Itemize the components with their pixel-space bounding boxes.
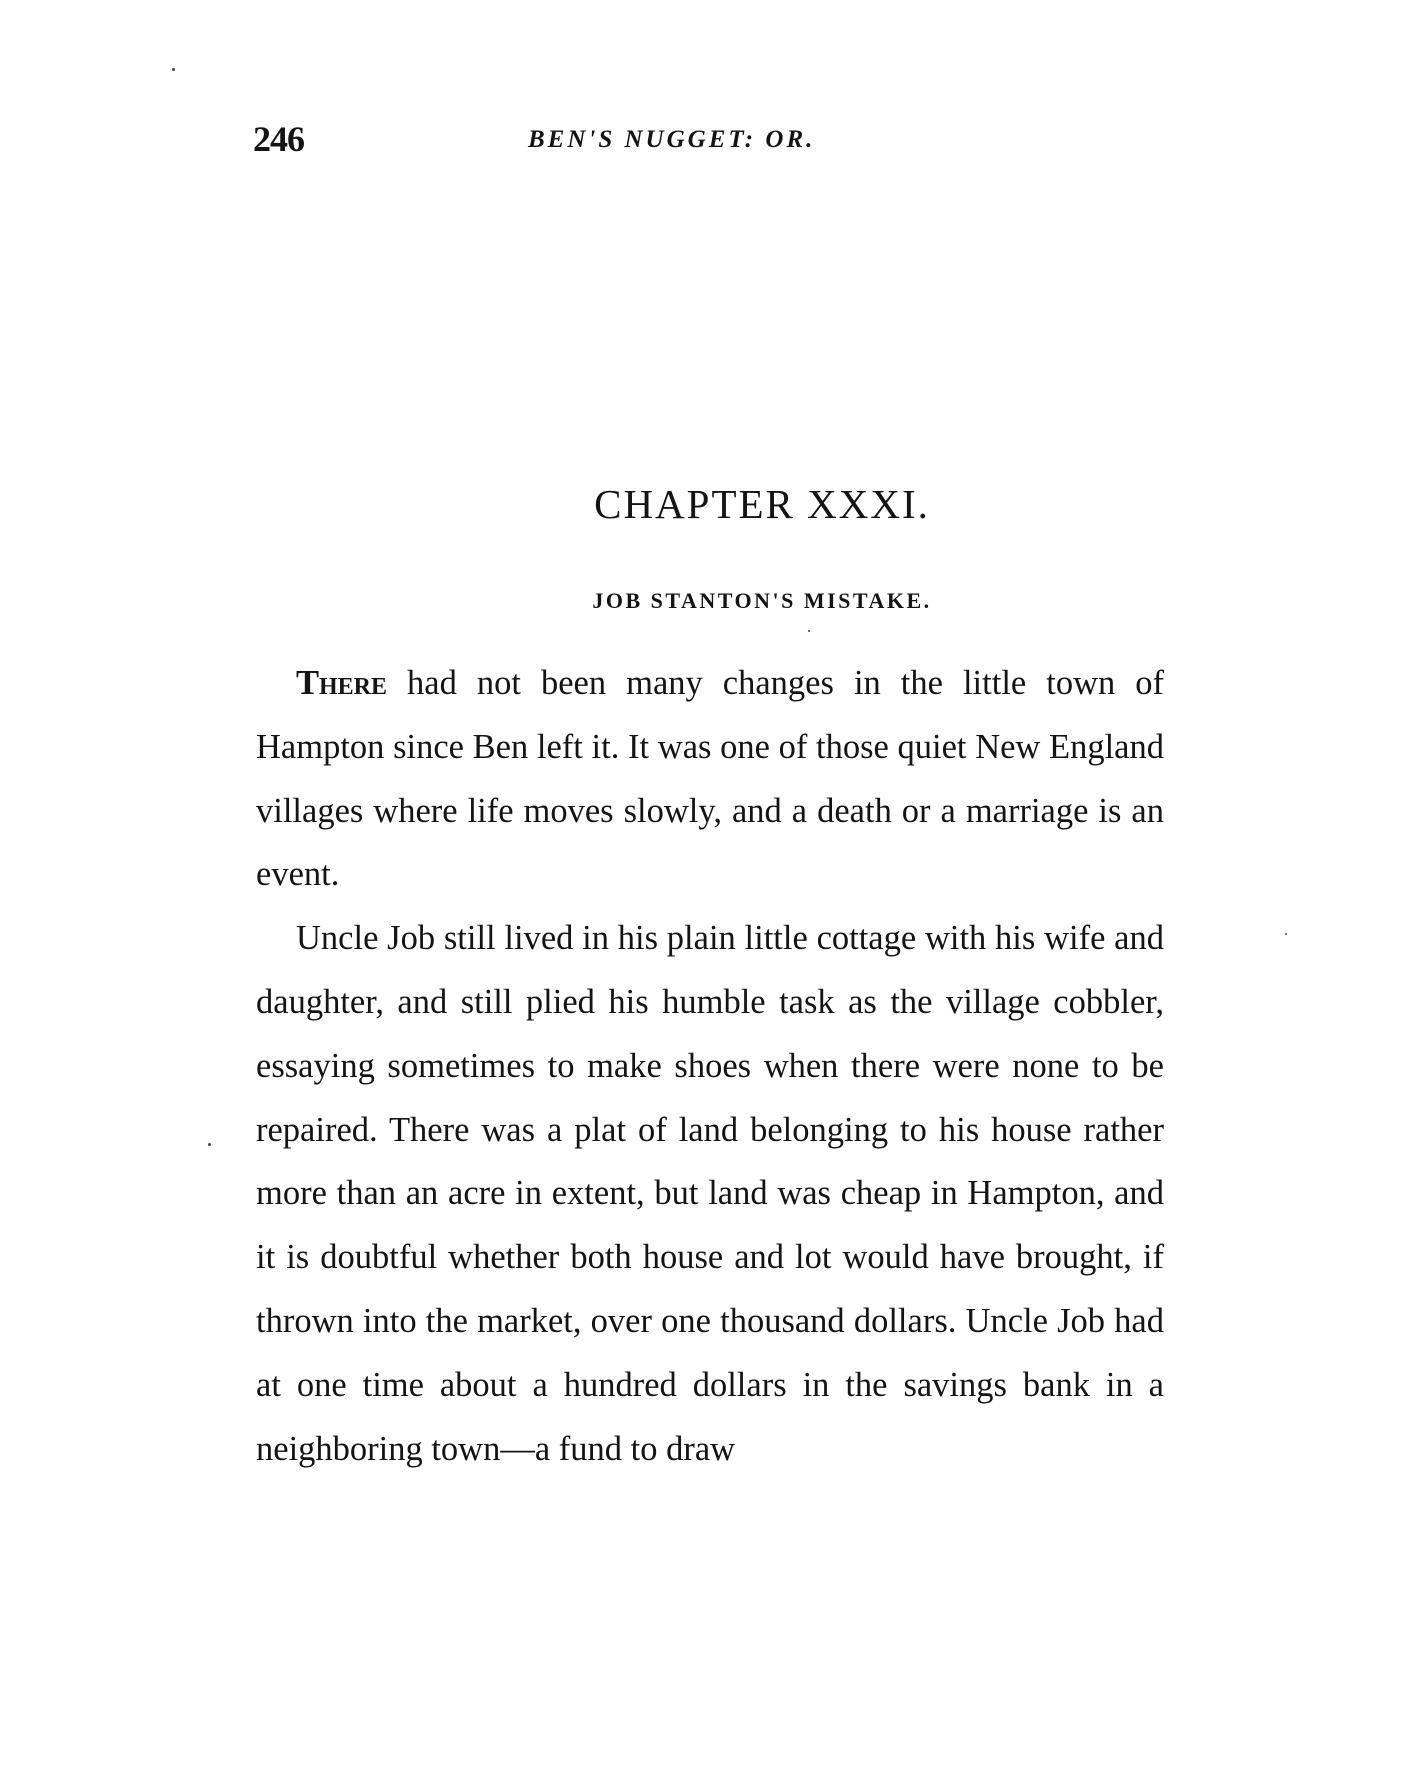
paragraph-2 <box>256 907 1164 1481</box>
paragraph-2-text: Uncle Job still lived in his plain little cottage with his wife and daughter, and still plied his humble task as the village cobbler, essaying sometimes to make shoes when there were none to be repaired. There was a plat of land belonging to his house rather more than an acre in extent, but land was cheap in Hampton, and it is doubtful whether both house and lot would have brought, if thrown into the market, over one thousand dollars. Uncle Job had at one time about a hundred dollars in the savings bank in a neighboring town—a fund to draw <box>256 919 1164 1468</box>
body-text <box>256 652 1164 1481</box>
scan-speck <box>1285 933 1287 935</box>
paragraph-1 <box>256 652 1164 907</box>
page-number: 246 <box>253 119 304 159</box>
paragraph-1-text: had not been many changes in the little town of Hampton since Ben left it. It was one of those quiet New England villages where life moves slowly, and a death or a marriage is an event. <box>256 664 1164 894</box>
chapter-title <box>0 480 1409 528</box>
scan-speck <box>172 68 175 71</box>
scan-speck <box>808 630 810 632</box>
chapter-title-text: CHAPTER XXXI. <box>594 481 930 527</box>
running-title: BEN'S NUGGET: OR. <box>528 126 816 153</box>
chapter-subtitle-text: JOB STANTON'S MISTAKE. <box>592 588 932 613</box>
paragraph-lead-word: There <box>296 664 388 702</box>
chapter-subtitle <box>0 588 1409 614</box>
running-head <box>253 118 1163 162</box>
scan-speck <box>208 1143 211 1146</box>
